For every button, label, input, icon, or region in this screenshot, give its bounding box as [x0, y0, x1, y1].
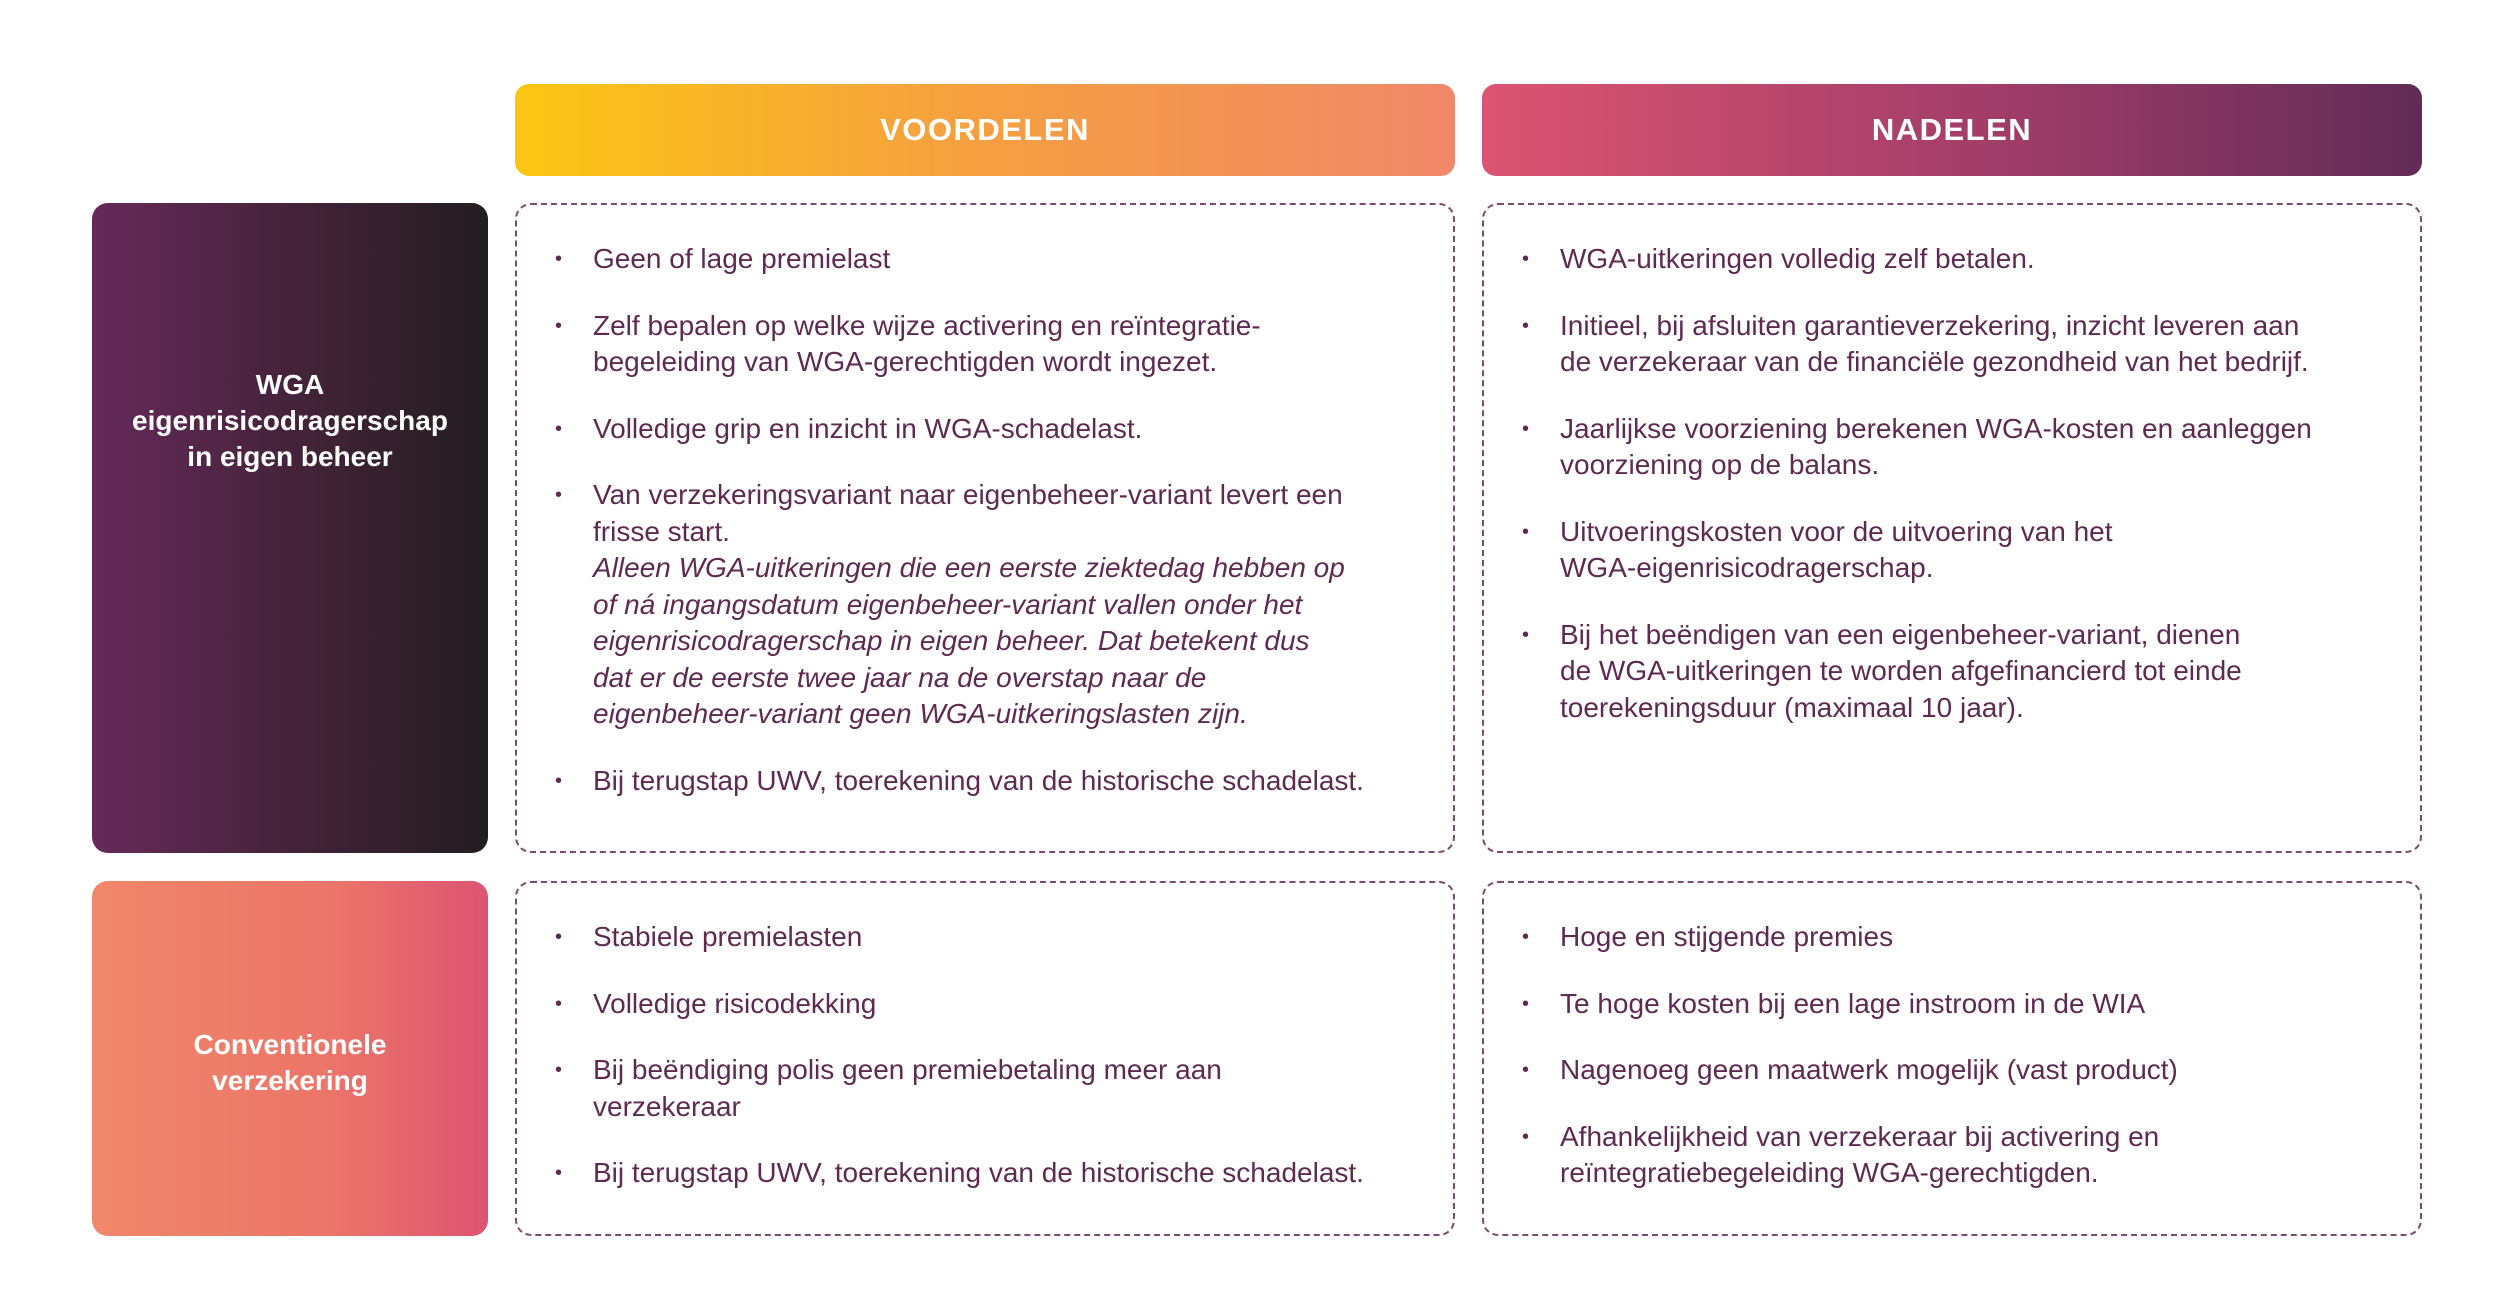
list-conventionele-nadelen [1522, 919, 2390, 1222]
list-item-line: verzekeraar [593, 1090, 741, 1122]
list-item-line: Geen of lage premielast [593, 243, 891, 274]
list-item [1522, 1052, 2390, 1089]
bullet-icon: • [1522, 248, 1530, 270]
bullet-icon: • [1522, 992, 1530, 1015]
row-label-line: Conventionele [193, 1028, 387, 1060]
bullet-icon: • [1522, 623, 1530, 646]
list-item-line: WGA-uitkeringen volledig zelf betalen. [1560, 243, 2035, 274]
row-label-eigen-beheer [92, 203, 488, 853]
list-item [1522, 514, 2390, 587]
bullet-icon: • [1522, 1059, 1530, 1081]
list-item-line: reïntegratiebegeleiding WGA-gerechtigden. [1560, 1157, 2099, 1188]
bullet-icon: • [555, 1059, 563, 1081]
list-item-line: Van verzekeringsvariant naar eigenbeheer-variant levert een [593, 479, 1343, 510]
cell-conventionele-voordelen [515, 881, 1455, 1236]
list-item-line: toerekeningsduur (maximaal 10 jaar). [1560, 691, 2024, 723]
list-item-line: de verzekeraar van de financiële gezondheid van het bedrijf. [1560, 346, 2309, 377]
list-item [555, 1155, 1423, 1192]
bullet-icon: • [555, 484, 563, 506]
list-item-line: Bij terugstap UWV, toerekening van de historische schadelast. [593, 1157, 1364, 1188]
list-item [555, 241, 1423, 278]
list-item-line: Volledige grip en inzicht in WGA-schadelast. [593, 412, 1143, 444]
list-item [1522, 919, 2390, 956]
header-voordelen: VOORDELEN [515, 84, 1455, 176]
list-item [1522, 411, 2390, 484]
list-item-line: Stabiele premielasten [593, 921, 863, 952]
list-item-line: Uitvoeringskosten voor de uitvoering van het [1560, 515, 2113, 547]
list-item [555, 411, 1423, 448]
bullet-icon: • [1522, 1125, 1530, 1148]
list-item-note-line: eigenbeheer-variant geen WGA-uitkeringslasten zijn. [593, 698, 1248, 729]
list-eigen-beheer-voordelen [555, 241, 1423, 829]
list-item-line: Nagenoeg geen maatwerk mogelijk (vast product) [1560, 1054, 2178, 1085]
list-item-line: Bij terugstap UWV, toerekening van de historische schadelast. [593, 764, 1364, 796]
list-item [555, 986, 1423, 1023]
list-item [555, 308, 1423, 381]
header-nadelen: NADELEN [1482, 84, 2422, 176]
bullet-icon: • [1522, 417, 1530, 440]
list-item-line: Te hoge kosten bij een lage instroom in de WIA [1560, 987, 2146, 1019]
bullet-icon: • [1522, 314, 1530, 337]
bullet-icon: • [555, 248, 563, 270]
list-item [1522, 308, 2390, 381]
cell-eigen-beheer-voordelen [515, 203, 1455, 853]
list-item-note-line: of ná ingangsdatum eigenbeheer-variant vallen onder het [593, 588, 1303, 620]
list-item-line: frisse start. [593, 515, 730, 547]
list-eigen-beheer-nadelen [1522, 241, 2390, 756]
bullet-icon: • [555, 314, 563, 337]
bullet-icon: • [555, 417, 563, 440]
list-item-note-line: dat er de eerste twee jaar na de overstap naar de [593, 661, 1207, 693]
list-conventionele-voordelen [555, 919, 1423, 1222]
bullet-icon: • [555, 1162, 563, 1184]
list-item [555, 1052, 1423, 1125]
list-item-line: Initieel, bij afsluiten garantieverzekering, inzicht leveren aan [1560, 309, 2300, 341]
list-item [555, 763, 1423, 800]
row-label-line: eigenrisicodragerschap [132, 405, 448, 436]
list-item-line: Bij beëndiging polis geen premiebetaling meer aan [593, 1054, 1222, 1085]
list-item-line: Afhankelijkheid van verzekeraar bij activering en [1560, 1120, 2160, 1152]
list-item [1522, 617, 2390, 727]
bullet-icon: • [1522, 520, 1530, 543]
bullet-icon: • [555, 926, 563, 948]
list-item-note-line: eigenrisicodragerschap in eigen beheer. Dat betekent dus [593, 625, 1310, 656]
list-item [555, 477, 1423, 733]
row-label-eigen-beheer-text [132, 367, 448, 475]
bullet-icon: • [555, 769, 563, 792]
list-item-line: Jaarlijkse voorziening berekenen WGA-kosten en aanleggen [1560, 412, 2312, 444]
list-item-line: Bij het beëndigen van een eigenbeheer-variant, dienen [1560, 618, 2241, 650]
list-item-line: Hoge en stijgende premies [1560, 921, 1894, 952]
row-label-conventionele-verzekering [92, 881, 488, 1236]
row-label-line: WGA [255, 369, 325, 400]
list-item-note-line: Alleen WGA-uitkeringen die een eerste ziektedag hebben op [593, 552, 1345, 583]
list-item-line: de WGA-uitkeringen te worden afgefinancierd tot einde [1560, 655, 2242, 686]
cell-eigen-beheer-nadelen [1482, 203, 2422, 853]
list-item-line: voorziening op de balans. [1560, 449, 1880, 480]
row-label-conventionele-text [194, 1027, 387, 1099]
bullet-icon: • [555, 992, 563, 1015]
row-label-line: verzekering [212, 1064, 368, 1096]
list-item [1522, 241, 2390, 278]
bullet-icon: • [1522, 926, 1530, 948]
list-item [555, 919, 1423, 956]
row-label-line: in eigen beheer [187, 441, 393, 472]
list-item-line: begeleiding van WGA-gerechtigden wordt ingezet. [593, 346, 1218, 377]
list-item-line: Volledige risicodekking [593, 987, 877, 1019]
list-item [1522, 986, 2390, 1023]
cell-conventionele-nadelen [1482, 881, 2422, 1236]
list-item-line: WGA-eigenrisicodragerschap. [1560, 552, 1934, 583]
list-item [1522, 1119, 2390, 1192]
list-item-line: Zelf bepalen op welke wijze activering en reïntegratie- [593, 309, 1261, 341]
